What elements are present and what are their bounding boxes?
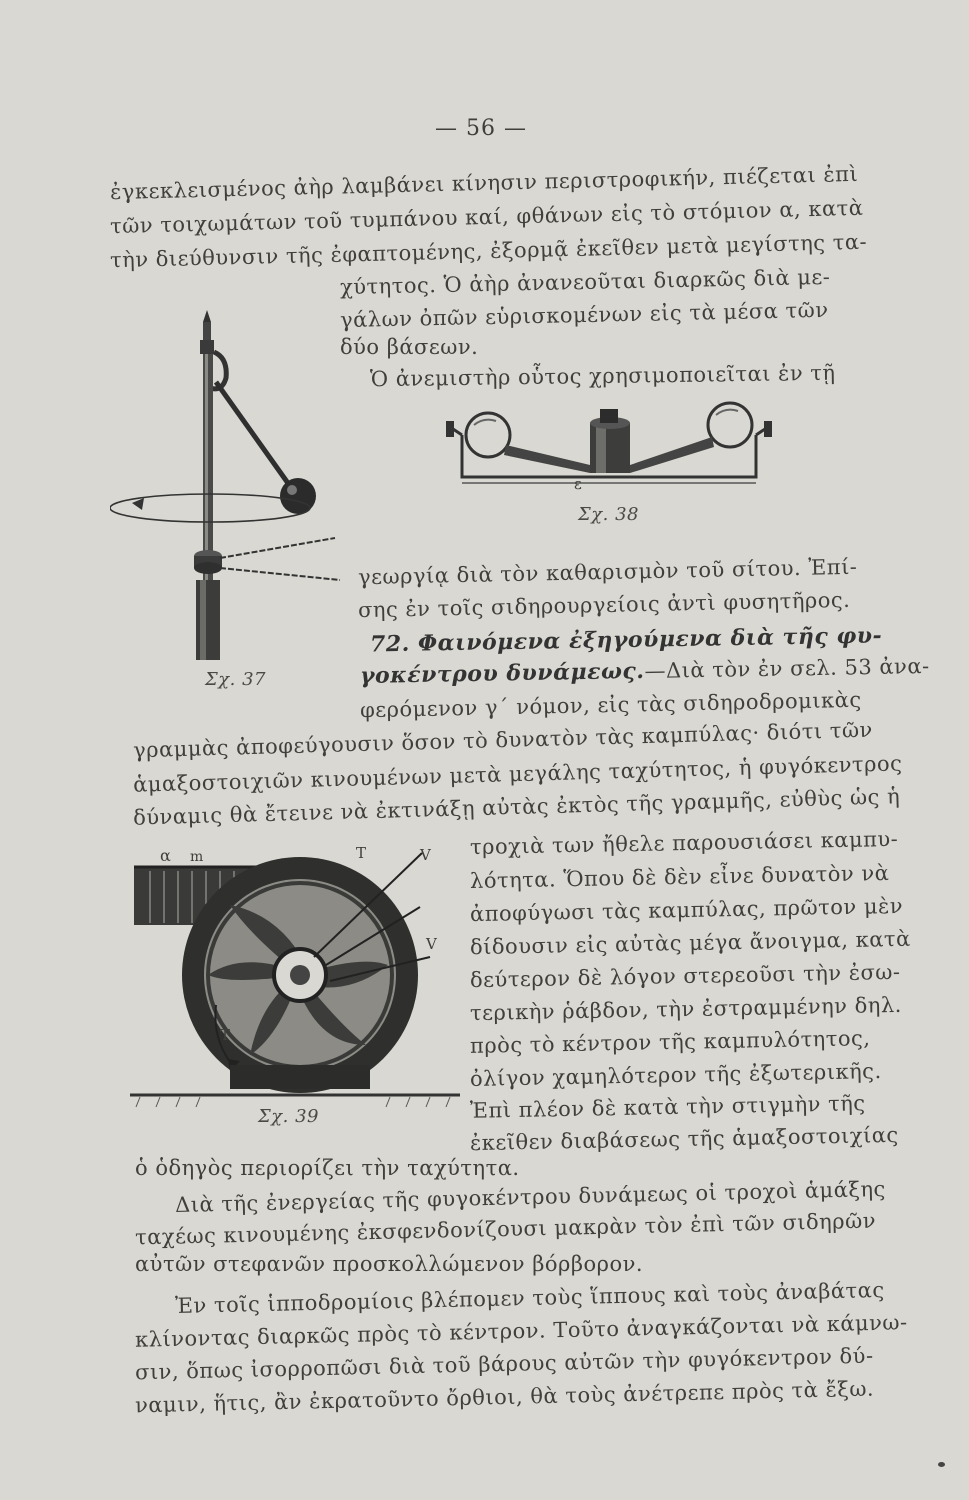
text-line: σιν, ὅπως ἰσορροπῶσι διὰ τοῦ βάρους αὐτῶν τὴν φυγόκεντρον δύ-	[134, 1343, 874, 1385]
figure-39-label-m: m	[190, 849, 204, 865]
text-line: ἁμαξοστοιχιῶν κινουμένων μετὰ μεγάλης ταχύτητος, ἡ φυγόκεντρος	[132, 751, 903, 797]
figure-37-conical-pendulum	[110, 300, 350, 680]
text-line: δύο βάσεων.	[340, 335, 479, 359]
figure-37-caption: Σχ. 37	[205, 669, 266, 690]
page-number: — 56 —	[435, 116, 527, 141]
section-number: 72.	[369, 630, 411, 658]
text-line: τροχιὰ των ἤθελε παρουσιάσει καμπυ-	[469, 826, 899, 860]
figure-38-apparatus	[440, 395, 780, 505]
ink-speck	[938, 1462, 945, 1467]
figure-39-label-v2: V	[426, 935, 438, 953]
text-line: γραμμὰς ἀποφεύγουσιν ὅσον τὸ δυνατὸν τὰς καμπύλας· διότι τῶν	[132, 717, 874, 763]
figure-38-label-e: ε	[574, 475, 583, 493]
text-line: γάλων ὀπῶν εὑρισκομένων εἰς τὰ μέσα τῶν	[339, 297, 829, 333]
text-line: κλίνοντας διαρκῶς πρὸς τὸ κέντρον. Τοῦτο ἀναγκάζονται νὰ κάμνω-	[134, 1310, 908, 1352]
figure-39-fan-blower	[130, 845, 460, 1110]
figure-39-label-t-bottom: T	[220, 1026, 231, 1044]
text-line: δύναμις θὰ ἔτεινε νὰ ἐκτινάξῃ αὐτὰς ἐκτὸς τῆς γραμμῆς, εὐθὺς ὡς ἡ	[132, 784, 901, 830]
text-line: γεωργίᾳ διὰ τὸν καθαρισμὸν τοῦ σίτου. Ἐπί-	[357, 554, 858, 590]
figure-39-label-t-top: T	[356, 844, 367, 862]
text-line: ἐκεῖθεν διαβάσεως τῆς ἁμαξοστοιχίας	[469, 1122, 899, 1156]
text-line: ταχέως κινουμένης ἐκσφενδονίζουσι μακρὰν τὸν ἐπὶ τῶν σιδηρῶν	[134, 1208, 877, 1250]
text-line: τερικὴν ῥάβδον, τὴν ἐστραμμένην δηλ.	[469, 992, 903, 1026]
text-line: τῶν τοιχωμάτων τοῦ τυμπάνου καί, φθάνων εἰς τὸ στόμιον α, κατὰ	[109, 195, 864, 239]
text-line: Ἐν τοῖς ἱπποδρομίοις βλέπομεν τοὺς ἵππους καὶ τοὺς ἀναβάτας	[174, 1277, 885, 1319]
section-continuation: —Διὰ τὸν ἐν σελ. 53 ἀνα-	[644, 654, 930, 684]
text-line: πρὸς τὸ κέντρον τῆς καμπυλότητος,	[469, 1026, 871, 1058]
figure-39-label-a: α	[160, 846, 172, 865]
text-line: σης ἐν τοῖς σιδηρουργείοις ἀντὶ φυσητῆρος.	[357, 587, 851, 623]
text-line: λότητα. Ὅπου δὲ δὲν εἶνε δυνατὸν νὰ	[469, 860, 890, 894]
section-heading-line-1	[369, 622, 883, 658]
text-line: ναμιν, ἥτις, ἂν ἐκρατοῦντο ὄρθιοι, θὰ τοὺς ἀνέτρεπε πρὸς τὰ ἔξω.	[134, 1376, 875, 1418]
text-line: Ἐπὶ πλέον δὲ κατὰ τὴν στιγμὴν τῆς	[469, 1091, 866, 1123]
text-line: Διὰ τῆς ἐνεργείας τῆς φυγοκέντρου δυνάμεως οἱ τροχοὶ ἁμάξης	[174, 1176, 887, 1218]
text-line: ἀποφύγωσι τὰς καμπύλας, πρῶτον μὲν	[469, 893, 904, 927]
section-heading-line-2	[360, 655, 930, 687]
text-line: αὐτῶν στεφανῶν προσκολλώμενον βόρβορον.	[135, 1252, 644, 1276]
section-title-part-1: Φαινόμενα ἐξηγούμενα διὰ τῆς φυ-	[417, 622, 883, 657]
text-line: Ὁ ἀνεμιστὴρ οὗτος χρησιμοποιεῖται ἐν τῇ	[369, 360, 836, 392]
figure-38-caption: Σχ. 38	[578, 504, 639, 525]
text-line: φερόμενον γ΄ νόμον, εἰς τὰς σιδηροδρομικὰς	[359, 687, 862, 723]
text-line: ὁ ὁδηγὸς περιορίζει τὴν ταχύτητα.	[135, 1156, 520, 1180]
text-line: ἐγκεκλεισμένος ἀὴρ λαμβάνει κίνησιν περιστροφικήν, πιέζεται ἐπὶ	[109, 161, 859, 205]
figure-39-caption: Σχ. 39	[258, 1106, 319, 1127]
text-line: δίδουσιν εἰς αὐτὰς μέγα ἄνοιγμα, κατὰ	[469, 926, 911, 960]
text-line: δεύτερον δὲ λόγον στερεοῦσι τὴν ἐσω-	[469, 959, 901, 993]
text-line: τὴν διεύθυνσιν τῆς ἐφαπτομένης, ἐξορμᾷ ἐκεῖθεν μετὰ μεγίστης τα-	[109, 229, 868, 273]
text-line: χύτητος. Ὁ ἀὴρ ἀνανεοῦται διαρκῶς διὰ με-	[339, 264, 831, 300]
text-line: ὀλίγον χαμηλότερον τῆς ἐξωτερικῆς.	[469, 1059, 882, 1091]
section-title-part-2: γοκέντρου δυνάμεως.	[359, 658, 645, 689]
figure-39-label-v1: V	[420, 846, 432, 864]
